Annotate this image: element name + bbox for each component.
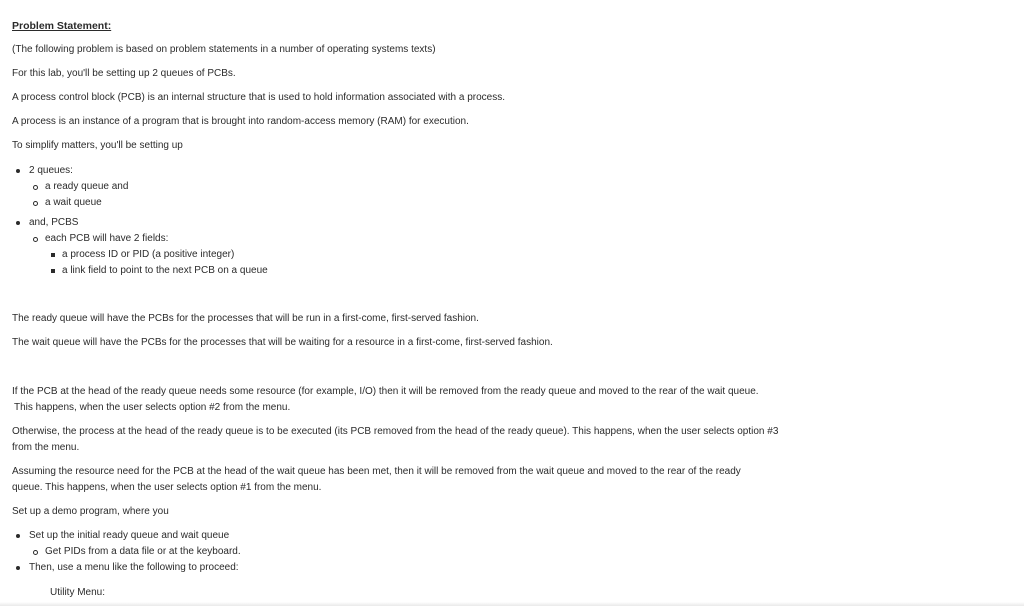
simplify-paragraph: To simplify matters, you'll be setting up xyxy=(12,140,183,151)
list-item-field-link: a link field to point to the next PCB on a queue xyxy=(62,265,268,276)
demo-list-item-get-pids: Get PIDs from a data file or at the keyboard. xyxy=(45,546,241,557)
demo-list-item-setup: Set up the initial ready queue and wait queue xyxy=(29,530,230,541)
list-item-ready-queue: a ready queue and xyxy=(45,181,129,192)
pcb-definition-paragraph: A process control block (PCB) is an internal structure that is used to hold information associated with a process. xyxy=(12,92,506,103)
option3-paragraph-line1: Otherwise, the process at the head of the ready queue is to be executed (its PCB removed from the head of the ready queue). This happens, when the user selects option #3 xyxy=(12,426,779,437)
intro-note: (The following problem is based on problem statements in a number of operating systems texts) xyxy=(12,44,436,55)
bottom-edge-divider xyxy=(0,602,1024,606)
option2-paragraph-line2: This happens, when the user selects option #2 from the menu. xyxy=(14,402,291,413)
option3-paragraph-line2: from the menu. xyxy=(12,442,80,453)
ready-queue-description: The ready queue will have the PCBs for the processes that will be run in a first-come, first-served fashion. xyxy=(12,313,479,324)
list-item-pcb-fields: each PCB will have 2 fields: xyxy=(45,233,169,244)
list-item-pcbs: and, PCBS xyxy=(29,217,79,228)
list-item-field-pid: a process ID or PID (a positive integer) xyxy=(62,249,235,260)
process-definition-paragraph: A process is an instance of a program that is brought into random-access memory (RAM) for execution. xyxy=(12,116,469,127)
option1-paragraph-line2: queue. This happens, when the user selects option #1 from the menu. xyxy=(12,482,322,493)
demo-intro-paragraph: Set up a demo program, where you xyxy=(12,506,169,517)
option1-paragraph-line1: Assuming the resource need for the PCB at the head of the wait queue has been met, then it will be removed from the wait queue and moved to the rear of the ready xyxy=(12,466,741,477)
list-item-queues: 2 queues: xyxy=(29,165,73,176)
option2-paragraph-line1: If the PCB at the head of the ready queue needs some resource (for example, I/O) then it will be removed from the ready queue and moved to the rear of the wait queue. xyxy=(12,386,759,397)
list-item-wait-queue: a wait queue xyxy=(45,197,102,208)
page-title: Problem Statement: xyxy=(12,20,112,32)
utility-menu-label: Utility Menu: xyxy=(50,587,106,598)
demo-list-item-menu: Then, use a menu like the following to proceed: xyxy=(29,562,239,573)
lab-setup-paragraph: For this lab, you'll be setting up 2 queues of PCBs. xyxy=(12,68,236,79)
wait-queue-description: The wait queue will have the PCBs for the processes that will be waiting for a resource in a first-come, first-served fashion. xyxy=(12,337,553,348)
